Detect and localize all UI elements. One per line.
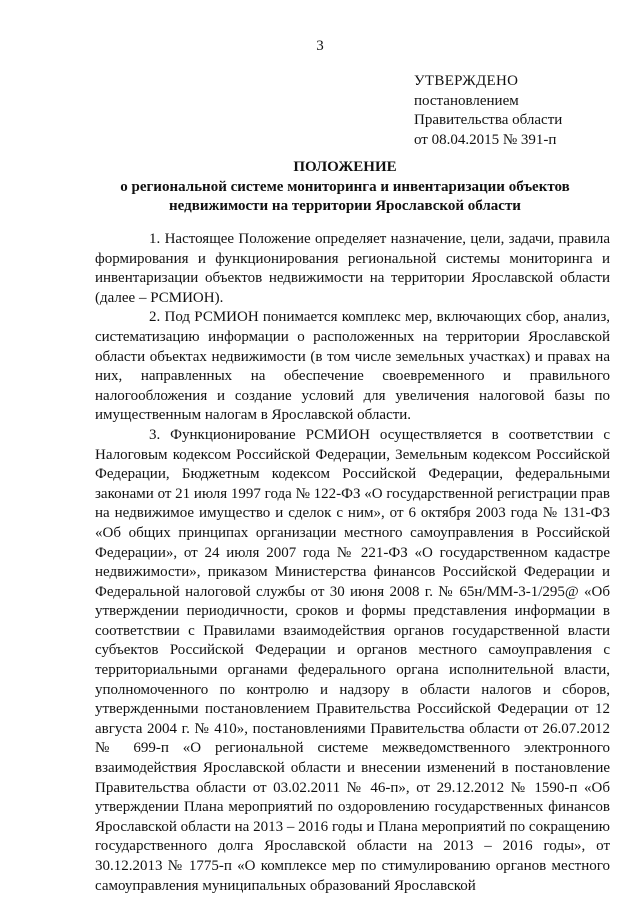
- document-subtitle-line-2: недвижимости на территории Ярославской области: [169, 198, 521, 214]
- approval-line-date-number: от 08.04.2015 № 391-п: [414, 131, 557, 148]
- document-title-block: [95, 158, 595, 217]
- paragraph-2: 2. Под РСМИОН понимается комплекс мер, включающих сбор, анализ, систематизацию информации о расположенных на территории Ярославской области объектах недвижимости (в том числе земельных участках) и правах на них, направленных на обеспечение своевременного и правильного налогообложения и создание условий для увеличения налоговой базы по имущественным налогам в Ярославской области.: [95, 309, 610, 424]
- document-title: ПОЛОЖЕНИЕ: [293, 159, 397, 175]
- approval-line-resolution: постановлением: [414, 92, 519, 109]
- paragraph-1: 1. Настоящее Положение определяет назначение, цели, задачи, правила формирования и функционирования региональной системы мониторинга и инвентаризации объектов недвижимости на территории Ярославской области (далее – РСМИОН).: [95, 231, 610, 306]
- document-body: [95, 230, 610, 896]
- approval-stamp: УТВЕРЖДЕНО: [414, 73, 519, 89]
- approval-line-government: Правительства области: [414, 112, 563, 128]
- approval-block: [414, 72, 562, 150]
- document-subtitle-line-1: о региональной системе мониторинга и инвентаризации объектов: [120, 178, 570, 195]
- page-number: 3: [316, 38, 324, 54]
- paragraph-3: 3. Функционирование РСМИОН осуществляется в соответствии с Налоговым кодексом Российской Федерации, Земельным кодексом Российской Федерации, Бюджетным кодексом Российской Федерации, федеральными законами от 21 июля 1997 года № 122-ФЗ «О государственной регистрации прав на недвижимое имущество и сделок с ним», от 6 октября 2003 года № 131-ФЗ «Об общих принципах организации местного самоуправления в Российской Федерации», от 24 июля 2007 года № 221-ФЗ «О государственном кадастре недвижимости», приказом Министерства финансов Российской Федерации и Федеральной налоговой службы от 30 июня 2008 г. № 65н/ММ-3-1/295@ «Об утверждении периодичности, сроков и формы представления информации в соответствии с Правилами взаимодействия органов государственной власти субъектов Российской Федерации и органов местного самоуправления с территориальными органами федерального органа исполнительной власти, уполномоченного по контролю и надзору в области налогов и сборов, утвержденными постановлением Правительства Российской Федерации от 12 августа 2004 г. № 410», постановлениями Правительства области от 26.07.2012 № 699-п «О региональной системе межведомственного электронного взаимодействия Ярославской области и внесении изменений в постановление Правительства области от 03.02.2011 № 46-п», от 29.12.2012 № 1590-п «Об утверждении Плана мероприятий по оздоровлению государственных финансов Ярославской области на 2013 – 2016 годы и Плана мероприятий по сокращению государственного долга Ярославской области на 2013 – 2016 годы», от 30.12.2013 № 1775-п «О комплексе мер по стимулированию органов местного самоуправления муниципальных образований Ярославской: [95, 426, 610, 894]
